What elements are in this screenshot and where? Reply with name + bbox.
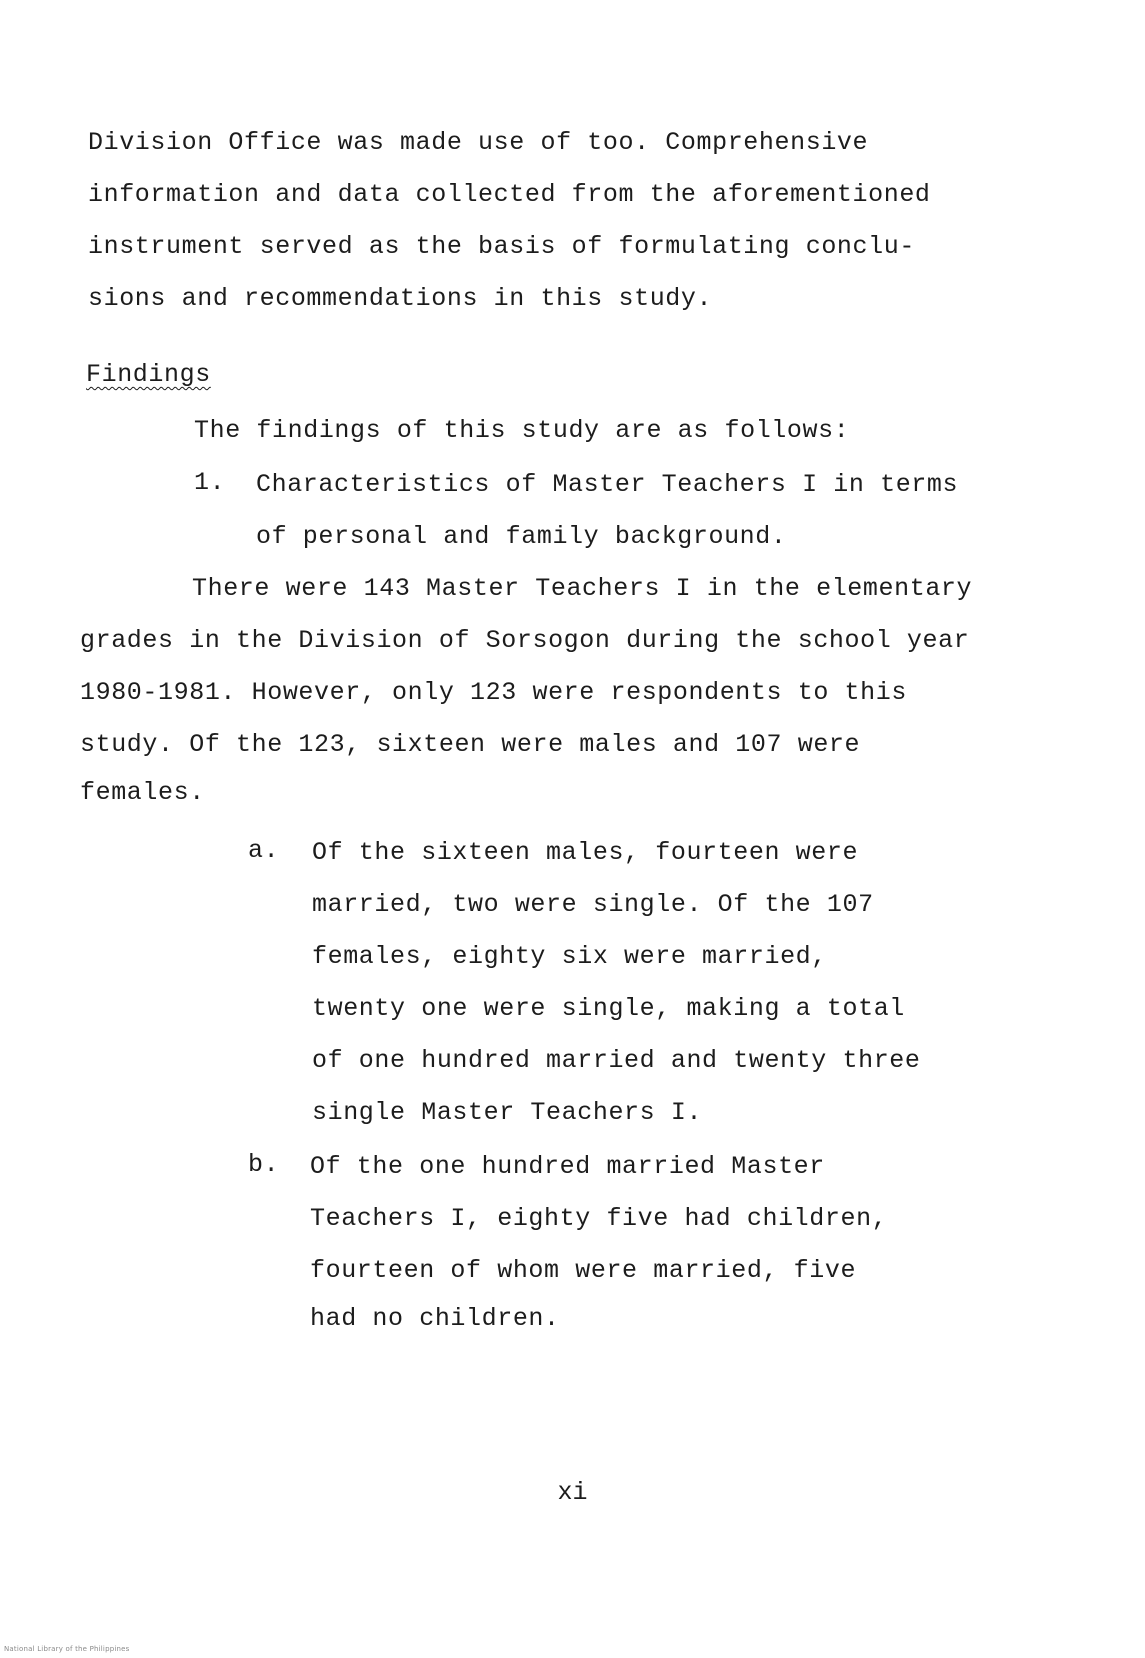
paragraph-line-3: 1980-1981. However, only 123 were respondents to this	[80, 678, 907, 707]
scan-footer-note: National Library of the Philippines	[4, 1645, 130, 1653]
findings-heading: Findings	[86, 360, 211, 389]
item-1-number: 1.	[194, 468, 226, 497]
sub-a-line-1: Of the sixteen males, fourteen were	[312, 838, 859, 867]
sub-a-label: a.	[248, 836, 280, 865]
intro-line-3: instrument served as the basis of formulating conclu-	[88, 232, 915, 261]
intro-line-1: Division Office was made use of too. Comprehensive	[88, 128, 869, 157]
sub-a-line-5: of one hundred married and twenty three	[312, 1046, 921, 1075]
sub-a-line-4: twenty one were single, making a total	[312, 994, 905, 1023]
paragraph-line-1: There were 143 Master Teachers I in the elementary	[192, 574, 973, 603]
sub-b-line-2: Teachers I, eighty five had children,	[310, 1204, 888, 1233]
paragraph-line-5: females.	[80, 778, 205, 807]
findings-lead: The findings of this study are as follows:	[194, 416, 850, 445]
item-1-line-2: of personal and family background.	[256, 522, 787, 551]
sub-b-line-3: fourteen of whom were married, five	[310, 1256, 857, 1285]
item-1-line-1: Characteristics of Master Teachers I in terms	[256, 470, 959, 499]
sub-a-line-6: single Master Teachers I.	[312, 1098, 703, 1127]
page-number: xi	[557, 1478, 588, 1507]
sub-a-line-2: married, two were single. Of the 107	[312, 890, 874, 919]
intro-line-4: sions and recommendations in this study.	[88, 284, 713, 313]
sub-b-label: b.	[248, 1150, 280, 1179]
paragraph-line-4: study. Of the 123, sixteen were males and 107 were	[80, 730, 861, 759]
sub-b-line-1: Of the one hundred married Master	[310, 1152, 825, 1181]
paragraph-line-2: grades in the Division of Sorsogon during the school year	[80, 626, 970, 655]
sub-a-line-3: females, eighty six were married,	[312, 942, 827, 971]
intro-line-2: information and data collected from the aforementioned	[88, 180, 931, 209]
sub-b-line-4: had no children.	[310, 1304, 560, 1333]
